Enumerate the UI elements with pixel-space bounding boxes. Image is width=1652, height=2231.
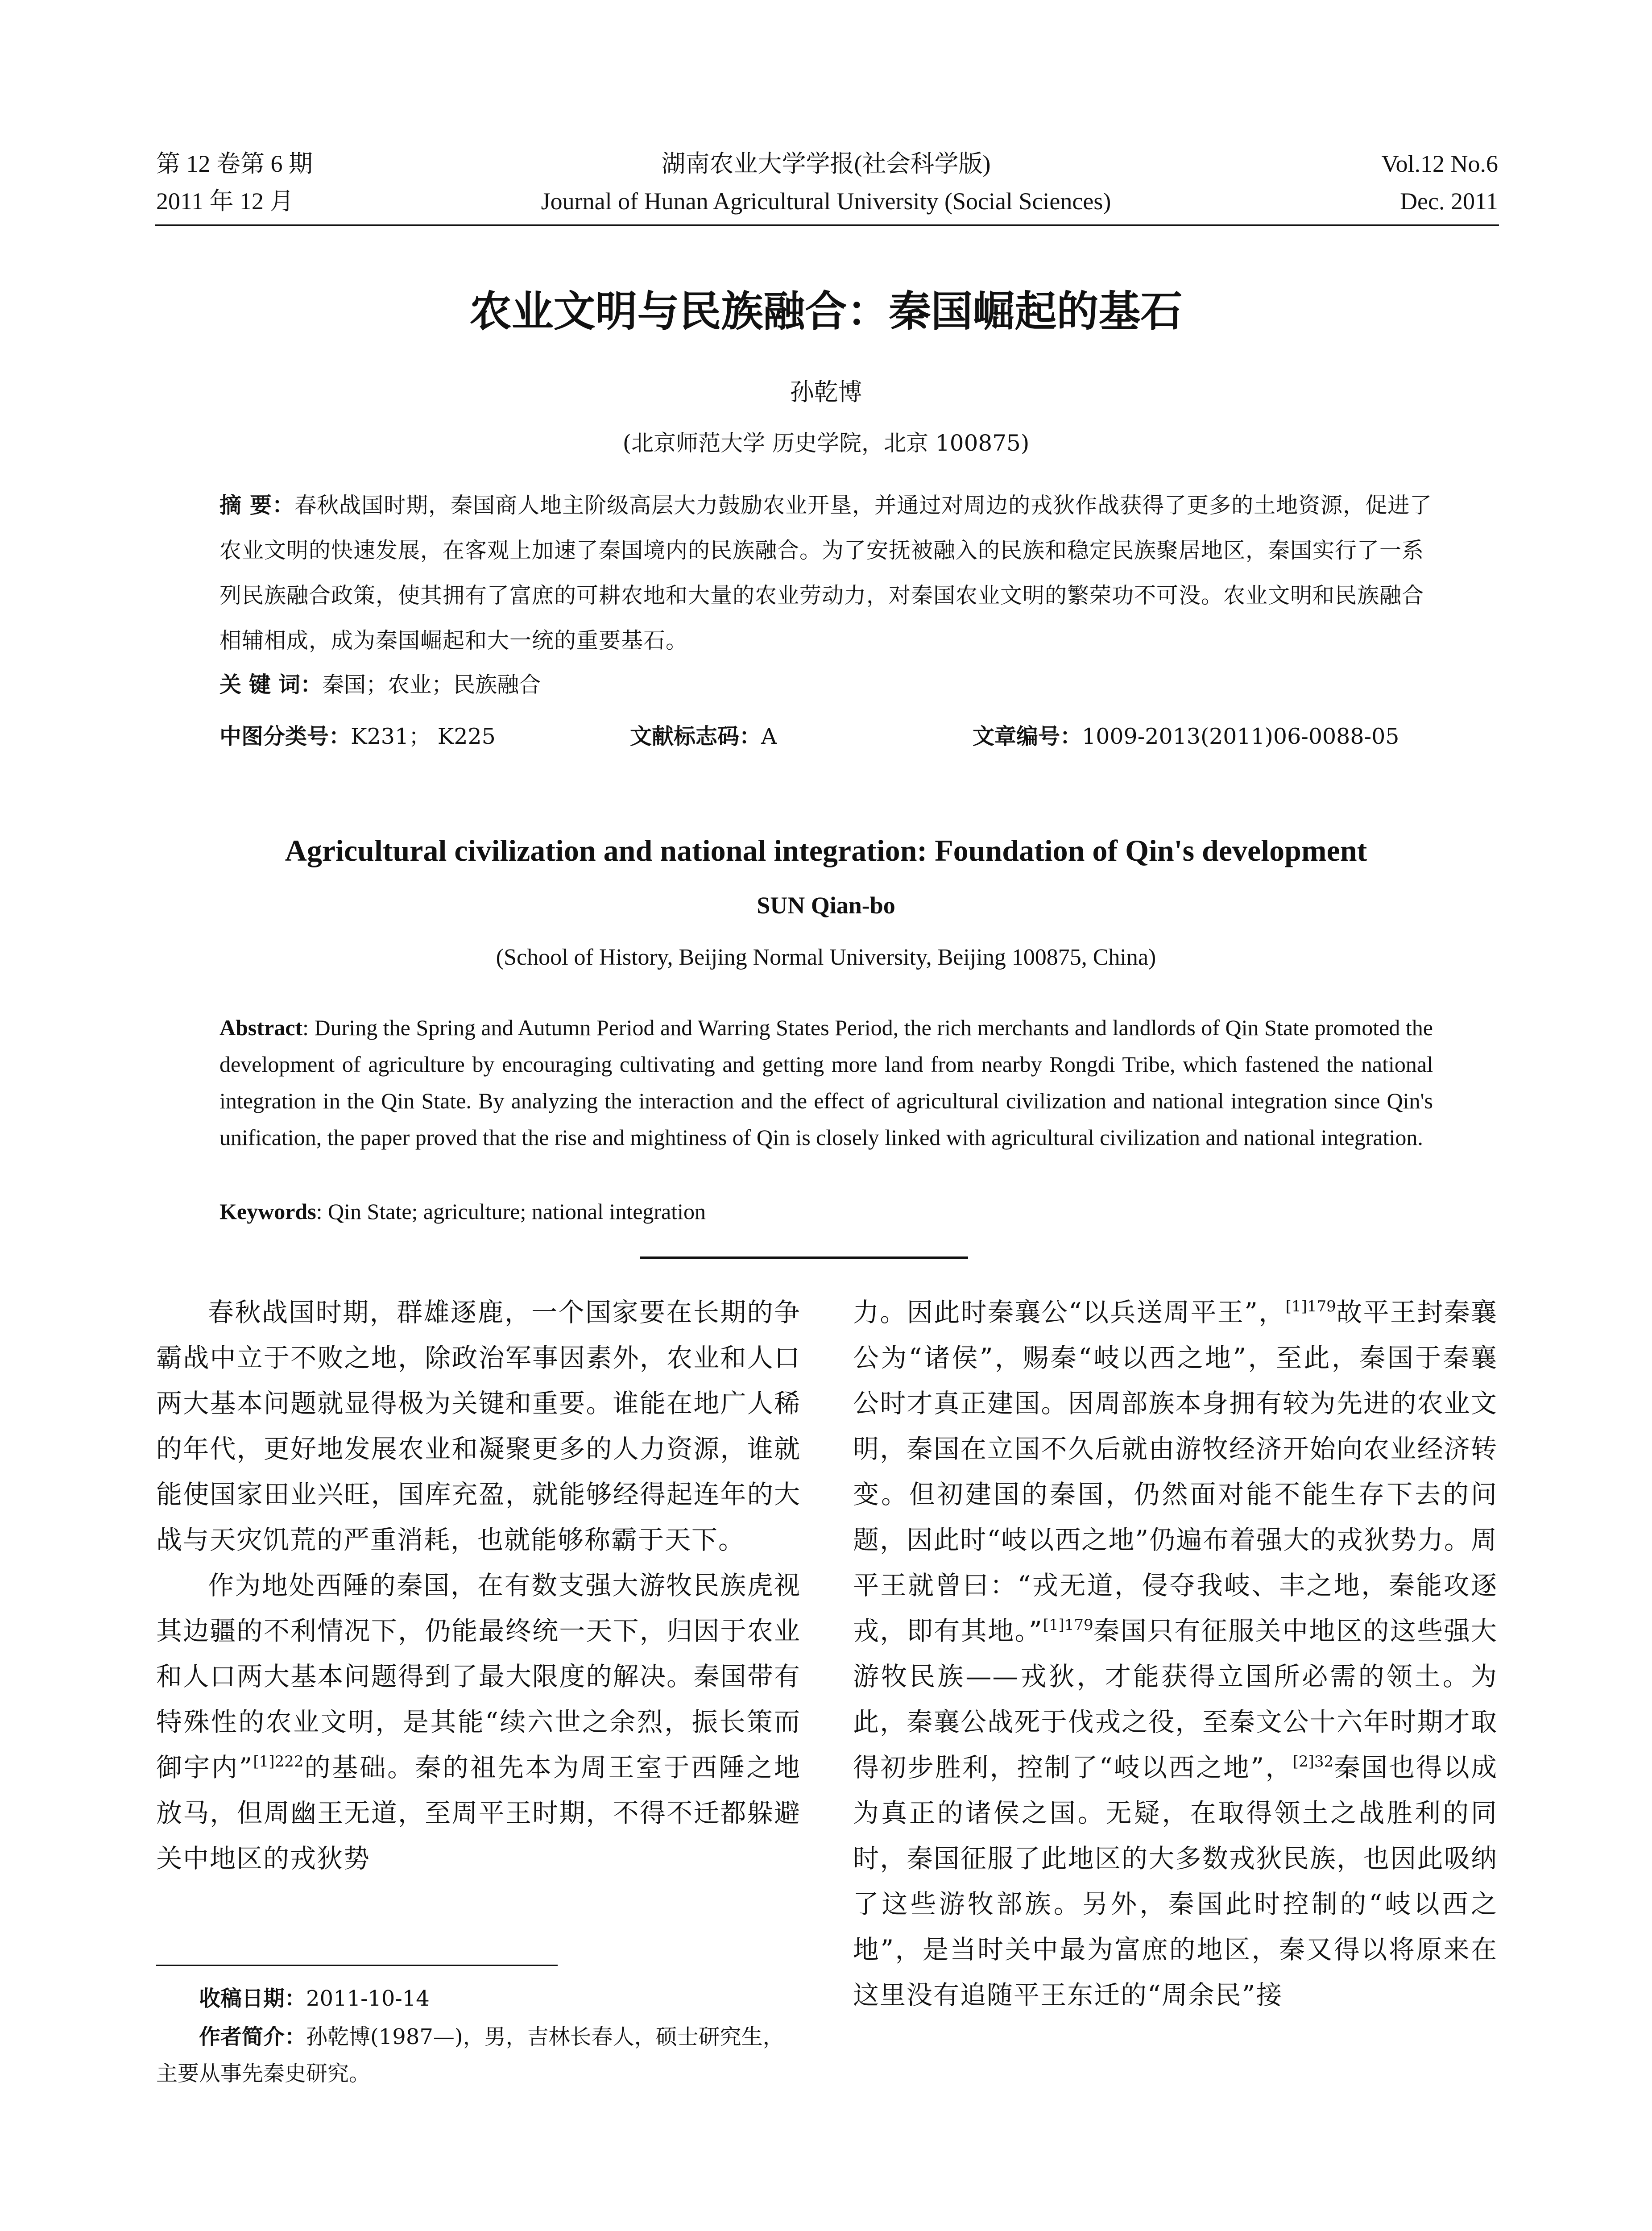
paragraph	[156, 1563, 801, 1881]
author-en: SUN Qian-bo	[757, 892, 895, 919]
paragraph-text: 故平王封秦襄公为“诸侯”，赐秦“岐以西之地”，至此，秦国于秦襄公时才真正建国。因周部族本身拥有较为先进的农业文明，秦国在立国不久后就由游牧经济开始向农业经济转变。但初建国的秦国，仍然面对能不能生存下去的问题，因此时“岐以西之地”仍遍布着强大的戎狄势力。周平王就曾曰：“戎无道，侵夺我岐、丰之地，秦能攻逐戎，即有其地。”	[853, 1297, 1498, 1646]
paragraph-text: 秦国也得以成为真正的诸侯之国。无疑，在取得领土之战胜利的同时，秦国征服了此地区的大多数戎狄民族，也因此吸纳了这些游牧部族。另外，秦国此时控制的“岐以西之地”，是当时关中最为富庶的地区，秦又得以将原来在这里没有追随平王东迁的“周余民”接	[853, 1752, 1498, 2010]
doc-code-value: A	[761, 724, 777, 749]
body-column-right	[853, 1290, 1498, 2018]
abstract-zh	[219, 483, 1433, 663]
paragraph	[853, 1290, 1498, 2018]
clc-value: K231； K225	[351, 724, 496, 749]
paragraph: 春秋战国时期，群雄逐鹿，一个国家要在长期的争霸战中立于不败之地，除政治军事因素外，农业和人口两大基本问题就显得极为关键和重要。谁能在地广人稀的年代，更好地发展农业和凝聚更多的人力资源，谁就能使国家田业兴旺，国库充盈，就能够经得起连年的大战与天灾饥荒的严重消耗，也就能够称霸于天下。	[156, 1297, 801, 1555]
article-id-value: 1009-2013(2011)06-0088-05	[1082, 724, 1399, 749]
abstract-zh-text: 春秋战国时期，秦国商人地主阶级高层大力鼓励农业开垦，并通过对周边的戎狄作战获得了更多的土地资源，促进了农业文明的快速发展，在客观上加速了秦国境内的民族融合。为了安抚被融入的民族和稳定民族聚居地区，秦国实行了一系列民族融合政策，使其拥有了富庶的可耕农地和大量的农业劳动力，对秦国农业文明的繁荣功不可没。农业文明和民族融合相辅相成，成为秦国崛起和大一统的重要基石。	[219, 493, 1433, 653]
keywords-zh-label: 关 键 词：	[219, 672, 323, 697]
clc-number	[219, 726, 496, 747]
header-date: 2011 年 12 月	[156, 188, 294, 215]
paragraph-text: 作为地处西陲的秦国，在有数支强大游牧民族虎视其边疆的不利情况下，仍能最终统一天下，归因于农业和人口两大基本问题得到了最大限度的解决。秦国带有特殊性的农业文明，是其能“续六世之余烈，振长策而御宇内”	[156, 1570, 801, 1783]
clc-label: 中图分类号：	[219, 724, 351, 749]
header-volume-issue: 第 12 卷第 6 期	[156, 150, 313, 177]
citation: [1]179	[1285, 1298, 1336, 1315]
header-vol-no: Vol.12 No.6	[1381, 150, 1498, 177]
body-column-left	[156, 1290, 801, 1881]
header-journal-en: Journal of Hunan Agricultural University (Social Sciences)	[541, 188, 1111, 215]
paper-title-zh: 农业文明与民族融合：秦国崛起的基石	[469, 287, 1183, 336]
bio-value: 孙乾博(1987—)，男，吉林长春人，硕士研究生，主要从事先秦史研究。	[156, 2024, 784, 2086]
abstract-en-label: Abstract	[219, 1015, 303, 1040]
doc-code-label: 文献标志码：	[630, 724, 762, 749]
header-date-en: Dec. 2011	[1400, 188, 1498, 215]
abstract-zh-label: 摘 要：	[219, 493, 295, 518]
paragraph-text: 力。因此时秦襄公“以兵送周平王”，	[853, 1297, 1286, 1327]
header-journal-zh: 湖南农业大学学报(社会科学版)	[661, 150, 991, 177]
abstract-en	[219, 1009, 1433, 1156]
keywords-zh-text: 秦国；农业；民族融合	[322, 672, 541, 697]
affiliation-zh: (北京师范大学 历史学院，北京 100875)	[622, 430, 1030, 456]
author-zh: 孙乾博	[790, 378, 862, 406]
paper-title-en: Agricultural civilization and national integration: Foundation of Qin's development	[285, 834, 1367, 867]
section-divider	[640, 1256, 968, 1259]
paragraph-text: 的基础。秦的祖先本为周王室于西陲之地放马，但周幽王无道，至周平王时期，不得不迁都躲避关中地区的戎狄势	[156, 1752, 801, 1874]
paragraph-text: 秦国只有征服关中地区的这些强大游牧民族——戎狄，才能获得立国所必需的领土。为此，秦襄公战死于伐戎之役，至秦文公十六年时期才取得初步胜利，控制了“岐以西之地”，	[853, 1616, 1498, 1783]
citation: [2]32	[1292, 1753, 1334, 1771]
footnote-author-bio	[156, 2019, 801, 2092]
keywords-en-text: : Qin State; agriculture; national integration	[316, 1199, 706, 1224]
keywords-zh	[219, 674, 541, 696]
keywords-en	[219, 1200, 706, 1223]
header-rule	[155, 224, 1499, 226]
citation: [1]222	[253, 1753, 304, 1771]
received-value: 2011-10-14	[306, 1986, 430, 2011]
citation: [1]179	[1043, 1616, 1093, 1634]
keywords-en-label: Keywords	[219, 1199, 316, 1224]
affiliation-en: (School of History, Beijing Normal University, Beijing 100875, China)	[496, 945, 1156, 970]
article-id-label: 文章编号：	[973, 724, 1082, 749]
received-label: 收稿日期：	[199, 1986, 306, 2011]
bio-label: 作者简介：	[199, 2024, 306, 2049]
footnote-rule	[156, 1965, 558, 1966]
document-code	[630, 726, 777, 747]
article-id	[973, 726, 1399, 747]
abstract-en-text: : During the Spring and Autumn Period and Warring States Period, the rich merchants and landlords of Qin State promoted the development of agriculture by encouraging cultivating and getting more land from nearby Rongdi Tribe, which fastened the national integration in the Qin State. By analyzing the interaction and the effect of agricultural civilization and national integration since Qin's unification, the paper proved that the rise and mightiness of Qin is closely linked with agricultural civilization and national integration.	[219, 1015, 1433, 1150]
footnote-received	[156, 1980, 801, 2017]
